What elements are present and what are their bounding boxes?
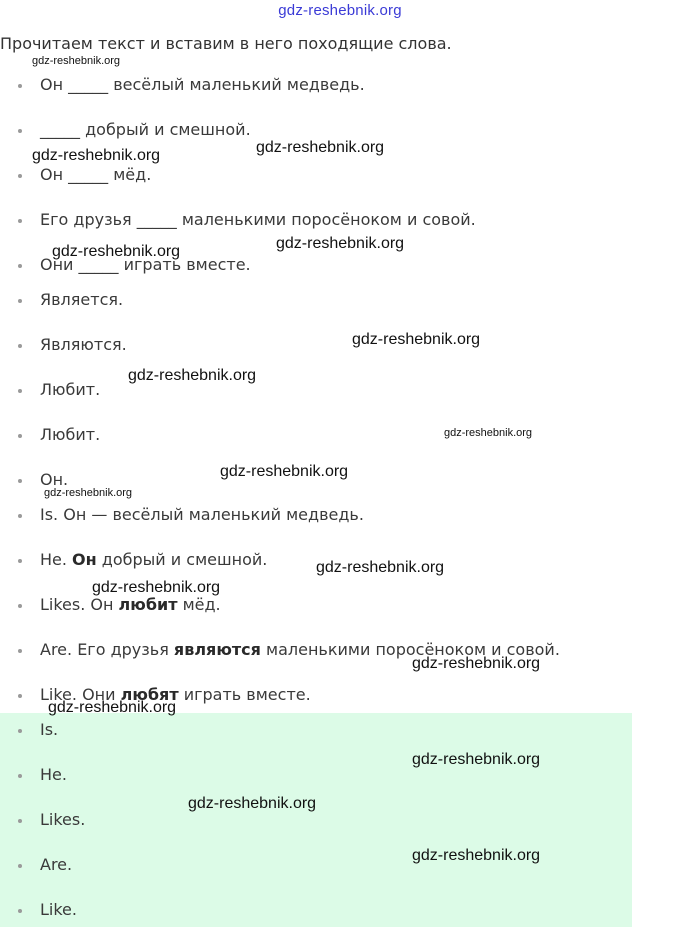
watermark-text: gdz-reshebnik.org xyxy=(276,235,405,252)
watermark-text: gdz-reshebnik.org xyxy=(32,55,121,67)
list-item: Его друзья _____ маленькими поросёноком и совой. xyxy=(40,210,476,229)
watermark-text: gdz-reshebnik.org xyxy=(412,751,541,768)
list-item: Are. Его друзья являются маленькими поросёноком и совой. xyxy=(40,640,560,659)
watermark-text: gdz-reshebnik.org xyxy=(48,699,177,716)
list-item: He. xyxy=(40,765,67,784)
watermark-text: gdz-reshebnik.org xyxy=(220,463,349,480)
list-item: He. Он добрый и смешной. xyxy=(40,550,268,569)
watermark-text: gdz-reshebnik.org xyxy=(128,367,257,384)
watermark-text: gdz-reshebnik.org xyxy=(412,847,541,864)
list-item: Likes. xyxy=(40,810,86,829)
watermark-text: gdz-reshebnik.org xyxy=(256,139,385,156)
list-item: Он. xyxy=(40,470,69,489)
list-item: Likes. Он любит мёд. xyxy=(40,595,221,614)
watermark-text: gdz-reshebnik.org xyxy=(188,795,317,812)
list-item: Являются. xyxy=(40,335,127,354)
watermark-text: gdz-reshebnik.org xyxy=(352,331,481,348)
list-item: Любит. xyxy=(40,380,101,399)
list-item: Он _____ мёд. xyxy=(40,165,152,184)
list-item: Они _____ играть вместе. xyxy=(40,255,251,274)
watermark-text: gdz-reshebnik.org xyxy=(44,487,133,499)
watermark-text: gdz-reshebnik.org xyxy=(32,147,161,164)
watermark-text: gdz-reshebnik.org xyxy=(412,655,541,672)
intro-text: Прочитаем текст и вставим в него походящие слова. xyxy=(0,34,452,53)
watermark-text: gdz-reshebnik.org xyxy=(444,427,533,439)
list-item: Любит. xyxy=(40,425,101,444)
list-item: _____ добрый и смешной. xyxy=(40,120,251,139)
list-item: Like. xyxy=(40,900,77,919)
list-item: Like. Они любят играть вместе. xyxy=(40,685,311,704)
list-item: Является. xyxy=(40,290,124,309)
watermark-text: gdz-reshebnik.org xyxy=(52,243,181,260)
answer-highlight-block xyxy=(0,713,632,927)
site-header-link[interactable]: gdz-reshebnik.org xyxy=(278,2,402,19)
list-item: Is. xyxy=(40,720,59,739)
watermark-text: gdz-reshebnik.org xyxy=(92,579,221,596)
list-item: Он _____ весёлый маленький медведь. xyxy=(40,75,365,94)
watermark-text: gdz-reshebnik.org xyxy=(316,559,445,576)
list-item: Is. Он — весёлый маленький медведь. xyxy=(40,505,364,524)
list-item: Are. xyxy=(40,855,73,874)
